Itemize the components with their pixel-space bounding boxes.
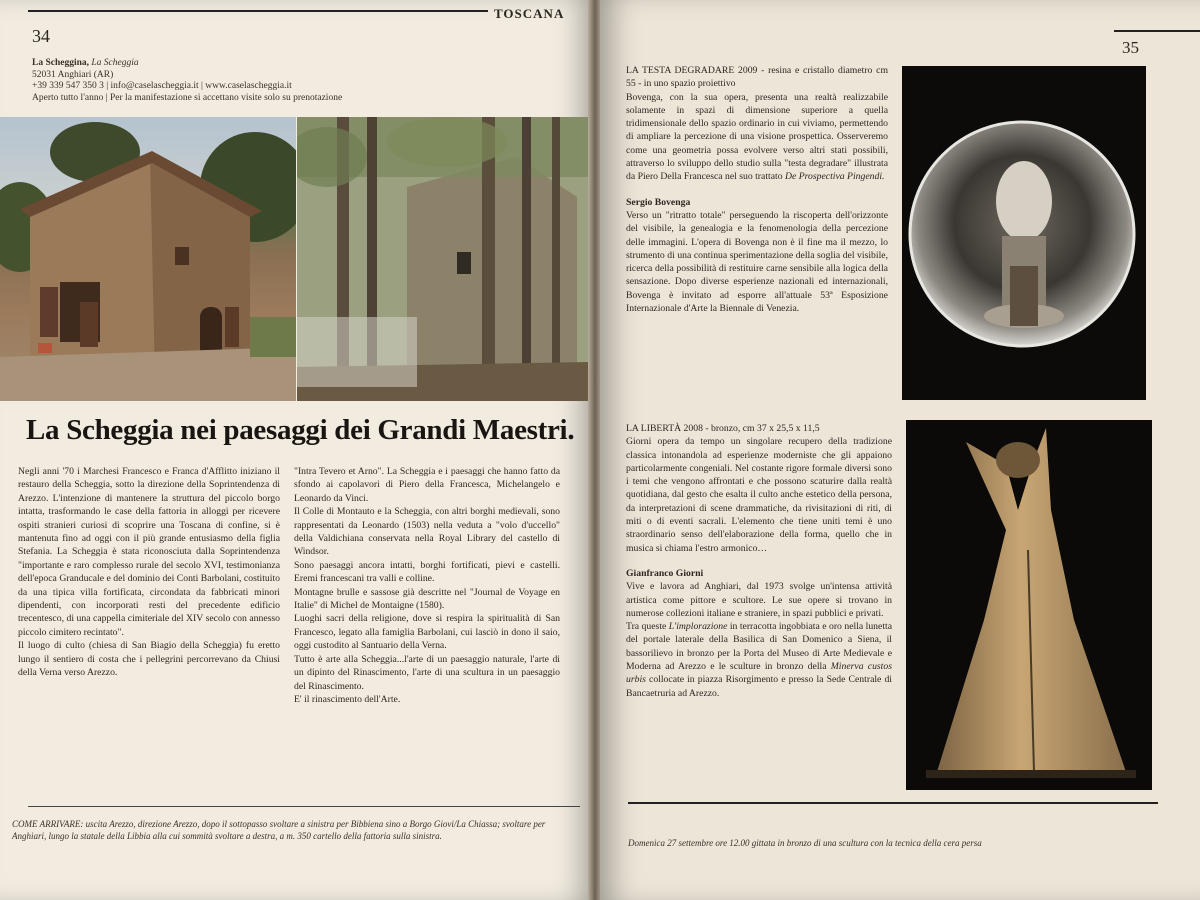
- article-headline: La Scheggia nei paesaggi dei Grandi Maestri.: [26, 414, 575, 446]
- work-title-minerva: Minerva custos urbis: [626, 661, 892, 686]
- venue-hours: Aperto tutto l'anno | Per la manifestazione si accettano visite solo su prenotazione: [32, 92, 343, 103]
- top-rule-right: [1114, 30, 1200, 32]
- venue-name-italic: La Scheggia: [91, 58, 139, 68]
- directions-note: COME ARRIVARE: uscita Arezzo, direzione Arezzo, dopo il sottopasso svoltare a sinistra per Bibbiena sino a Borgo Giovi/La Chiassa; svoltare per Anghiari, lungo la statale della Libbia alla cui sommità svoltare a destra, a m. 350 cartello della fattoria sulla sinistra.: [12, 819, 546, 841]
- glass-sphere-sculpture-photo: [902, 66, 1146, 400]
- bottom-rule: [28, 806, 580, 807]
- section-label: TOSCANA: [494, 6, 565, 21]
- bronze-statue-photo: [906, 420, 1152, 790]
- work2-column: [626, 422, 892, 700]
- work1-column: [626, 64, 888, 315]
- paragraph: "Intra Tevero et Arno". La Scheggia e i paesaggi che hanno fatto da sfondo ai capolavori di Piero della Francesca, Michelangelo e Leonardo da Vinci.: [294, 466, 560, 504]
- paragraph: Luoghi sacri della religione, dove si respira la spiritualità di San Francesco, legato alla famiglia Barbolani, cui lasciò in dono il saio, oggi custodito al Santuario della Verna.: [294, 613, 560, 652]
- bottom-rule-right: [628, 802, 1158, 804]
- left-page: [0, 0, 590, 900]
- article-column-1: [18, 465, 280, 680]
- article-column-2: [294, 465, 560, 706]
- paragraph: Il Colle di Montauto e la Scheggia, con altri borghi medievali, sono rappresentati da Leonardo (1503) nella veduta a "volo d'uccello" della Valdichiana conservata nella Royal Library del castello di Windsor.: [294, 506, 560, 558]
- work1-description: Bovenga, con la sua opera, presenta una realtà realizzabile solamente in spazi di dimensione superiore a quella tridimensionale dello spazio ordinario in cui viviamo, permettendo di ampliare la percezione di una visione prospettica. Osserveremo come una geometria possa evolvere verso altri stati possibili, attraverso lo sviluppo dello studio sulla "testa degradare" illustrata da Piero Della Francesca nel suo trattato: [626, 91, 888, 183]
- paragraph: Il luogo di culto (chiesa di San Biagio della Scheggia) fu eretto lungo il sentiero di costa che i pellegrini percorrevano da Chiusi della Verna verso Arezzo.: [18, 640, 280, 679]
- artist1-name: Sergio Bovenga: [626, 196, 691, 208]
- paragraph: E' il rinascimento dell'Arte.: [294, 693, 401, 705]
- artist2-works-end: collocate in piazza Risorgimento e presso la Sede Centrale di Bancaetruria ad Arezzo.: [626, 674, 892, 699]
- venue-name: La Scheggina,: [32, 58, 90, 68]
- artist2-bio: Vive e lavora ad Anghiari, dal 1973 svolge un'intensa attività artistica come pittore e scultore. Le sue opere si trovano in numerose collezioni italiane e straniere, in spazi pubblici e privati.: [626, 581, 892, 619]
- paragraph: Sono paesaggi ancora intatti, borghi fortificati, pievi e castelli. Eremi francescani tra valli e colline.: [294, 559, 560, 585]
- work1-caption: LA TESTA DEGRADARE 2009 - resina e cristallo diametro cm 55 - in uno spazio proiettivo: [626, 65, 888, 90]
- work2-caption: LA LIBERTÀ 2008 - bronzo, cm 37 x 25,5 x 11,5: [626, 423, 820, 434]
- work2-description: Giorni opera da tempo un singolare recupero della tradizione classica intonandola ad esperienze moderniste che gli appaiono particolarmente congeniali. Nel costante rigore formale diversi sono i temi che vengono affrontati e che possono scaturire dalla realtà quotidiana, dal gesto che esalta il culto anche estetico della persona, da interpretazioni di scene drammatiche, da rivisitazioni di riti, di miti o di eventi sacrali. L'elemento che tiene uniti temi è uno straordinario senso dell'elaborazione della forma, quello che in musica si chiama l'estro armonico…: [626, 436, 892, 554]
- stone-farmhouse-photo: [0, 117, 296, 401]
- page-number: 34: [32, 26, 50, 46]
- treatise-title: De Prospectiva Pingendi.: [784, 171, 885, 183]
- paragraph: Montagne brulle e sassose già descritte nel "Journal de Voyage en Italie" di Michel de Montaigne (1580).: [294, 586, 560, 612]
- contact-block: [32, 58, 342, 104]
- artist2-works-intro: Tra queste: [626, 621, 667, 633]
- page-number-right: 35: [1122, 38, 1139, 57]
- artist2-works-text: in terracotta ingobbiata e oro nella lunetta del portale laterale della Basilica di San Domenico a Siena, il bassorilievo in bronzo per la Porta del Museo di Arte Medievale e Moderna ad Arezzo e le sculture in bronzo della: [626, 621, 893, 673]
- venue-address: 52031 Anghiari (AR): [32, 69, 114, 80]
- paragraph: Tutto è arte alla Scheggia...l'arte di un paesaggio naturale, l'arte di un dipinto del Rinascimento, l'arte di una scultura in un paesaggio del Rinascimento.: [294, 653, 560, 692]
- villa-among-trees-photo: [297, 117, 590, 401]
- event-note: Domenica 27 settembre ore 12.00 gittata in bronzo di una scultura con la tecnica della cera persa: [628, 838, 982, 848]
- top-rule: [28, 10, 488, 12]
- venue-phones: +39 339 547 350 3 | info@caselascheggia.it | www.caselascheggia.it: [32, 81, 292, 91]
- work-title-implorazione: L'implorazione: [668, 621, 728, 633]
- artist2-name: Gianfranco Giorni: [626, 567, 704, 579]
- paragraph: Negli anni '70 i Marchesi Francesco e Franca d'Afflitto iniziano il restauro della Scheggia, sotto la direzione della Soprintendenza di Arezzo. L'intenzione di mantenere la struttura del piccolo borgo intatta, trasformando le case della fattoria in alloggi per ricevere ospiti stranieri curiosi di scoprire una Toscana di confine, si è mantenuta fino ad oggi con il più grande entusiasmo della figlia Stefania. La Scheggia è stata riconosciuta dalla Soprintendenza "importante e raro complesso rurale del secolo XVI, testimonianza dell'epoca Granducale e del dominio dei Conti Barbolani, costituito da una tipica villa fortificata, circondata da fabbricati minori dipendenti, con incorporati resti del precedente edificio trecentesco, di una cappella cimiteriale del XIV secolo con annesso piccolo cimitero recintato".: [18, 466, 280, 638]
- artist1-bio: Verso un "ritratto totale" perseguendo la riscoperta dell'orizzonte del visibile, la genealogia e la fenomenologia della percezione delle immagini. L'opera di Bovenga non è il fine ma il mezzo, lo strumento di una continua sperimentazione della soglia del visibile, ricerca della possibilità di restituire carne sensibile alla logica della sensazione. Dopo diverse esperienze nazionali ed internazionali, Bovenga è invitato ad esporre all'attuale 53ª Esposizione Internazionale d'Arte la Biennale di Venezia.: [626, 209, 888, 315]
